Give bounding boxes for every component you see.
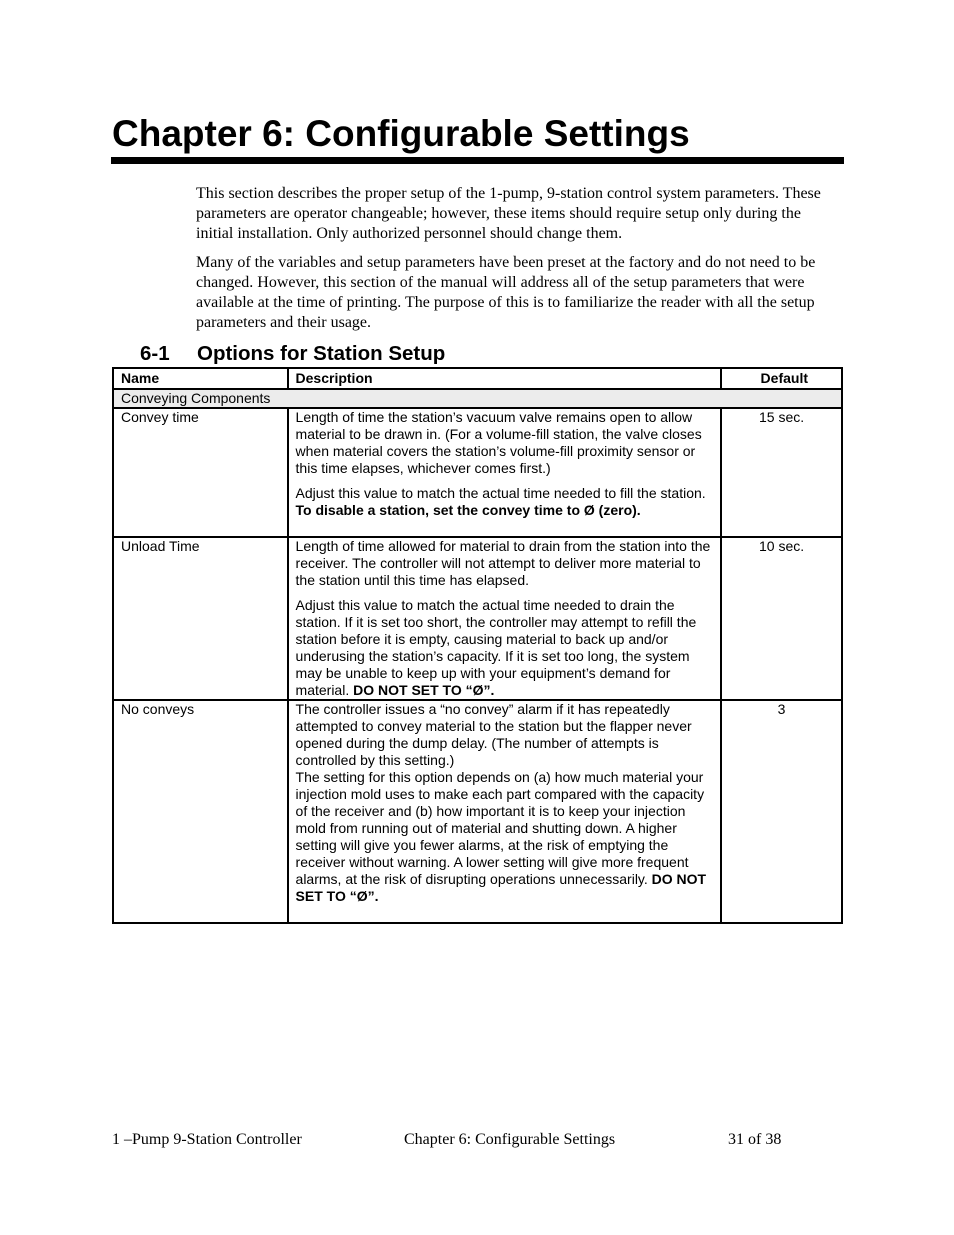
table-header-row [113,368,842,389]
description-text: Adjust this value to match the actual time needed to drain the station. If it is set too short, the controller may attempt to refill the station before it is empty, causing material to back up and/or underusing the station’s capacity. If it is set too long, the system may be unable to keep up with your equipment’s demand for material. [295,597,697,698]
group-label: Conveying Components [113,389,842,408]
table-row [113,537,842,700]
description-paragraph: The controller issues a “no convey” alarm if it has repeatedly attempted to convey material to the station but the flapper never opened during the dump delay. (The number of attempts is controlled by this setting.) [295,701,692,768]
description-text: Adjust this value to match the actual time needed to fill the station. [295,485,706,501]
description-paragraph: Length of time the station’s vacuum valve remains open to allow material to be drawn in. (For a volume-fill station, the valve closes when material covers the station’s volume-fill proximity sensor or this time elapses, whichever comes first.) [295,409,702,476]
section-title: Options for Station Setup [197,342,446,365]
setting-description [288,700,722,923]
table-row [113,700,842,923]
footer-chapter: Chapter 6: Configurable Settings [404,1131,616,1148]
setting-default: 10 sec. [721,537,842,700]
setting-name: No conveys [113,700,288,923]
header-default: Default [721,368,842,389]
chapter-title: Chapter 6: Configurable Settings [112,113,690,154]
description-paragraph [296,485,714,519]
footer-product: 1 –Pump 9-Station Controller [112,1131,302,1148]
description-paragraph: Length of time allowed for material to drain from the station into the receiver. The controller will not attempt to deliver more material to the station until this time has elapsed. [295,538,711,588]
setting-name: Convey time [113,408,288,537]
description-text: The setting for this option depends on (a) how much material your injection mold uses to make each part compared with the capacity of the receiver and (b) how important it is to keep your injection mold from running out of material and shutting down. A higher setting will give you fewer alarms, at the risk of emptying the receiver without warning. A lower setting will give more frequent alarms, at the risk of disrupting operations unnecessarily. [295,769,705,887]
title-rule [111,157,844,164]
setting-name: Unload Time [113,537,288,700]
setting-default: 3 [721,700,842,923]
intro-paragraph: Many of the variables and setup parameters have been preset at the factory and do not need to be changed. However, this section of the manual will address all of the setup parameters that were available at the time of printing. The purpose of this is to familiarize the reader with all the setup parameters and their usage. [196,254,816,331]
description-paragraph [296,597,714,699]
station-setup-table [112,367,843,924]
setting-description [288,408,722,537]
intro-text [196,184,842,342]
header-description: Description [288,368,722,389]
section-heading [140,341,445,367]
header-name: Name [113,368,288,389]
description-warning: DO NOT SET TO “Ø”. [295,871,707,904]
table-group-row [113,389,842,408]
setting-default: 15 sec. [721,408,842,537]
setting-description [288,537,722,700]
table-row [113,408,842,537]
description-warning: DO NOT SET TO “Ø”. [353,682,495,698]
section-number: 6-1 [140,342,170,365]
intro-paragraph: This section describes the proper setup of the 1-pump, 9-station control system parameters. These parameters are operator changeable; however, these items should require setup only during the initial installation. Only authorized personnel should change them. [196,185,821,242]
footer-page-number: 31 of 38 [728,1131,782,1148]
description-paragraph [296,769,714,905]
description-warning: To disable a station, set the convey time to Ø (zero). [295,502,641,518]
